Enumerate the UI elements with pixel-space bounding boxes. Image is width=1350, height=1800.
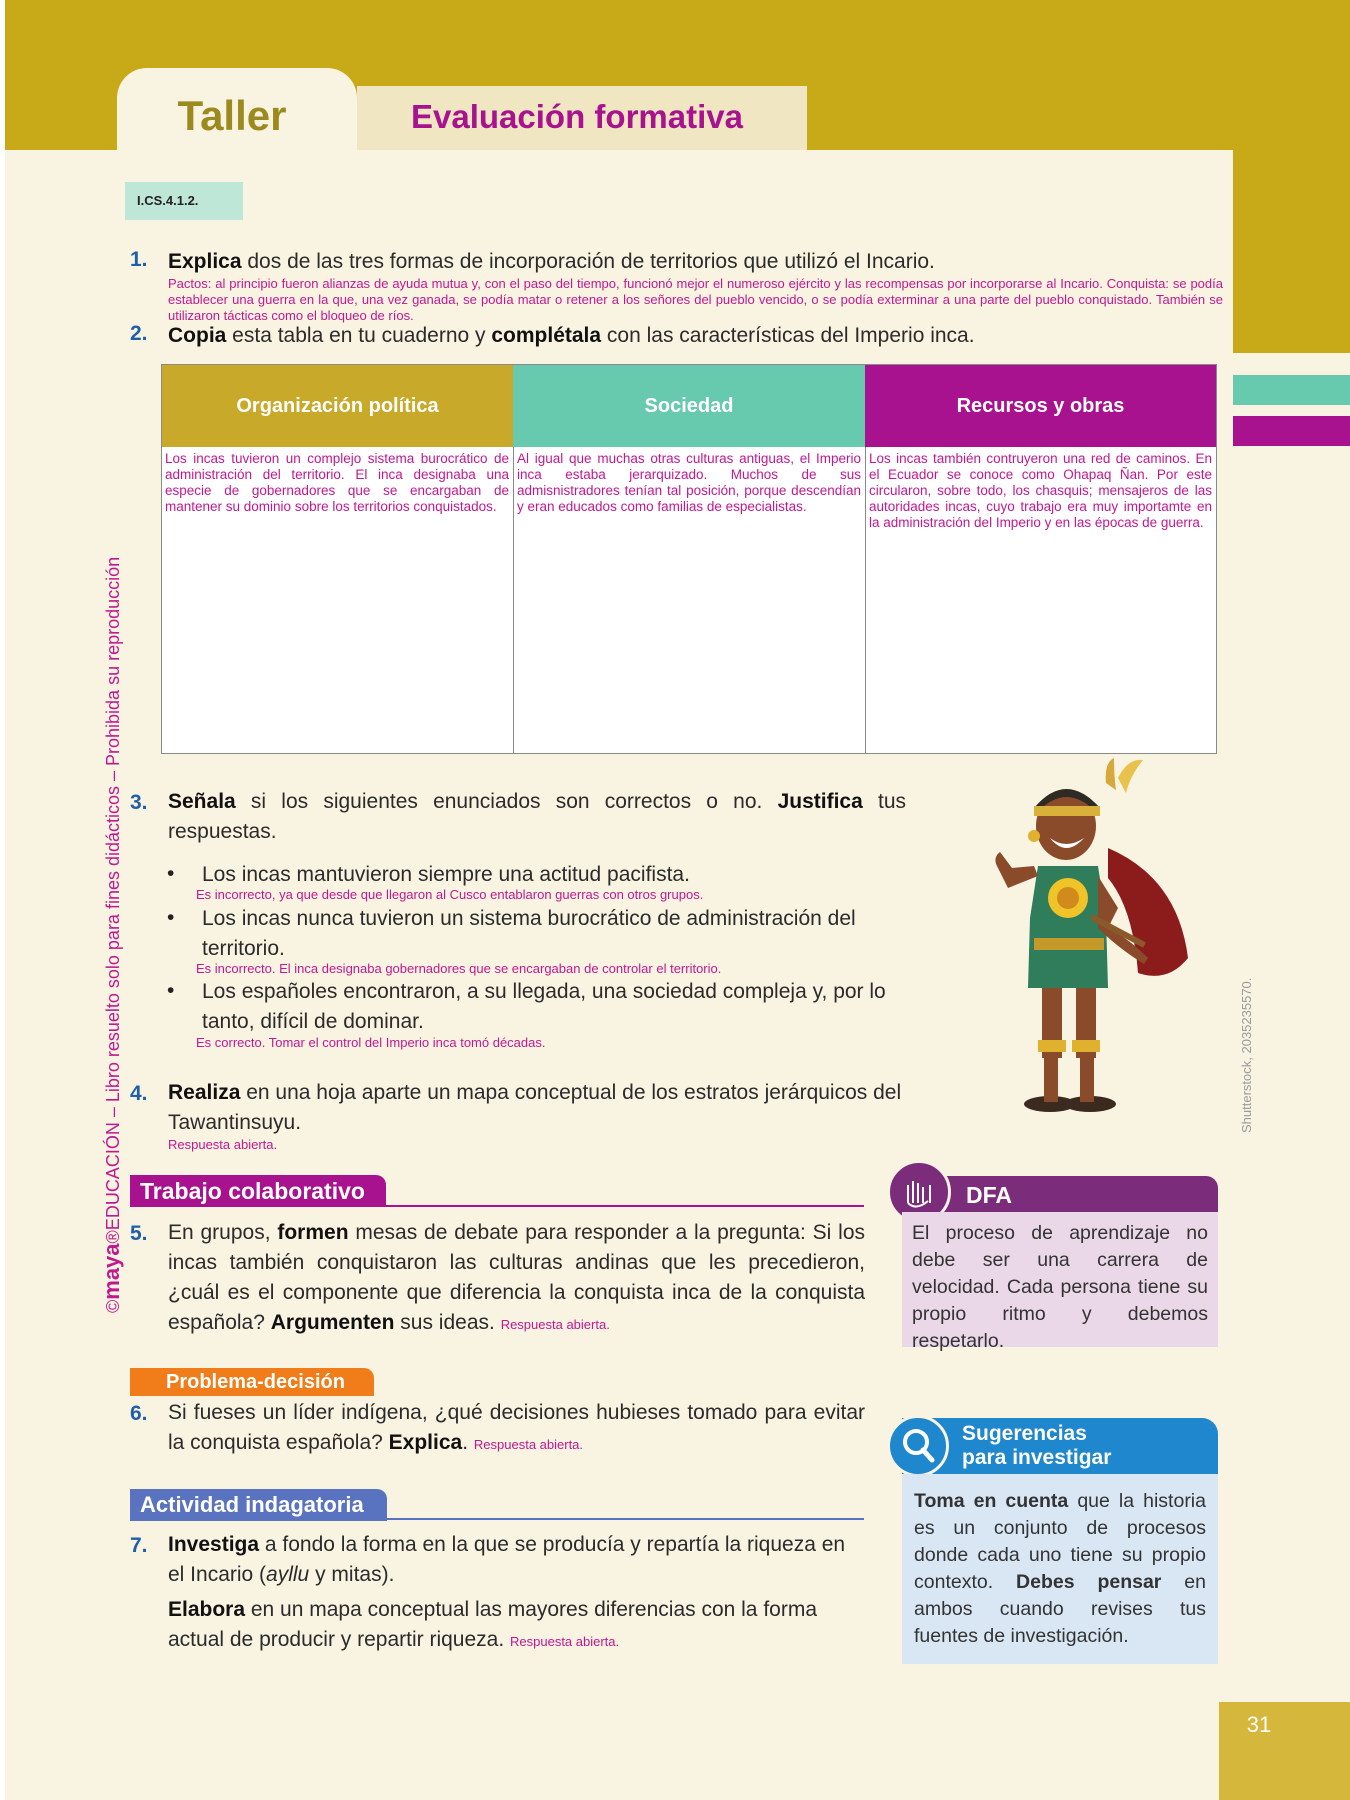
section-divider <box>130 1518 864 1520</box>
question-number: 5. <box>130 1222 148 1245</box>
statement-item: Los incas mantuvieron siempre una actitud pacifista. <box>202 863 690 886</box>
page-number: 31 <box>1246 1712 1272 1737</box>
question-number: 2. <box>130 322 148 345</box>
copyright-symbol: © <box>103 1299 123 1313</box>
question-verb: Copia <box>168 324 227 347</box>
question-verb: Señala <box>168 790 236 813</box>
question-verb: Investiga <box>168 1533 260 1556</box>
statement-answer: Es incorrecto, ya que desde que llegaron al Cusco entablaron guerras con otros grupos. <box>196 887 704 902</box>
answer-text: Respuesta abierta. <box>500 1317 610 1332</box>
question-verb: Elabora <box>168 1598 246 1621</box>
page-subtitle: Evaluación formativa <box>411 98 743 135</box>
question-verb: Explica <box>388 1431 463 1454</box>
inquiry-activity-label: Actividad indagatoria <box>130 1489 387 1521</box>
inca-characteristics-table <box>161 364 1217 754</box>
indicator-code-badge: I.CS.4.1.2. <box>125 182 243 220</box>
table-header: Recursos y obras <box>865 365 1216 447</box>
question-text: en una hoja aparte un mapa conceptual de los estratos jerárquicos del Tawantinsuyu. <box>168 1081 902 1134</box>
table-cell-text: Los incas también contruyeron una red de caminos. En el Ecuador se conoce como Ohapaq Ñan. Por este circularon, sobre todo, los chasquis; mensajeros de las autoridades incas, cuyo trabajo era muy importamte en la administración del Imperio y en las épocas de guerra. <box>869 451 1212 530</box>
question-verb: Explica <box>168 250 242 273</box>
image-credit: Shutterstock, 2035235570. <box>1239 977 1254 1133</box>
table-cell-text: Los incas tuvieron un complejo sistema burocrático de administración del territorio. El inca designaba una especie de gobernadores que se encargaban de mantener su dominio sobre los territorios conquistados. <box>165 451 509 514</box>
question-2 <box>168 322 1223 350</box>
question-text: con las características del Imperio inca. <box>601 324 975 347</box>
table-header: Organización política <box>162 365 513 447</box>
collaborative-work-label: Trabajo colaborativo <box>130 1175 386 1207</box>
bullet-icon: • <box>167 862 175 885</box>
question-number: 4. <box>130 1082 148 1105</box>
answer-text: Pactos: al principio fueron alianzas de ayuda mutua y, con el paso del tiempo, funcionó mejor el numeroso ejército y las recompensas por incorporarse al Incario. Conquista: se podía establecer una guerra en la que, una vez ganada, se podía matar o retener a los señores del pueblo vencido, o se podía exterminar a una parte del pueblo conquistado. También se utilizaron tácticas como el bloqueo de ríos. <box>168 276 1223 323</box>
table-header: Sociedad <box>513 365 865 447</box>
question-4 <box>168 1078 913 1138</box>
table-cell <box>513 447 865 753</box>
question-verb: formen <box>277 1221 349 1244</box>
suggestions-body <box>902 1474 1218 1664</box>
question-text: y mitas). <box>309 1563 395 1586</box>
dfa-title: DFA <box>966 1182 1012 1208</box>
teal-accent-strip <box>1233 375 1350 405</box>
suggestions-title-line: para investigar <box>962 1446 1112 1469</box>
bullet-icon: • <box>167 979 175 1002</box>
statement-item: Los incas nunca tuvieron un sistema burocrático de administración del territorio. <box>202 907 856 960</box>
question-1 <box>168 248 1223 324</box>
section-title: Taller <box>177 92 287 139</box>
question-5 <box>168 1218 865 1338</box>
question-text: sus ideas. <box>394 1311 495 1334</box>
statement-answer: Es incorrecto. El inca designaba gobernadores que se encargaban de controlar el territorio. <box>196 961 722 976</box>
statement-item: Los españoles encontraron, a su llegada, una sociedad compleja y, por lo tanto, difícil de dominar. <box>202 980 886 1033</box>
question-text-italic: ayllu <box>266 1563 310 1586</box>
question-text: . <box>462 1431 469 1454</box>
question-text: dos de las tres formas de incorporación de territorios que utilizó el Incario. <box>241 250 935 273</box>
question-text: tus respuestas. <box>168 790 906 843</box>
answer-text: Respuesta abierta. <box>168 1137 278 1152</box>
suggestion-bold: Debes pensar <box>1016 1571 1162 1593</box>
brand-logo-text: maya <box>99 1243 124 1300</box>
question-text: esta tabla en tu cuaderno y <box>226 324 492 347</box>
question-number: 1. <box>130 248 148 271</box>
question-number: 3. <box>130 791 148 814</box>
dfa-body: El proceso de aprendizaje no debe ser una carrera de velocidad. Cada persona tiene su propio ritmo y debemos respetarlo. <box>902 1212 1218 1347</box>
question-verb: Realiza <box>168 1081 241 1104</box>
decision-problem-label: Problema-decisión <box>130 1368 374 1396</box>
question-6 <box>168 1398 865 1458</box>
table-cell <box>865 447 1216 753</box>
question-verb: Justifica <box>777 790 863 813</box>
bullet-icon: • <box>167 906 175 929</box>
question-7-part-2 <box>168 1595 865 1655</box>
question-verb: complétala <box>491 324 602 347</box>
question-text: a fondo la forma en la que se producía y repartía la riqueza en el Incario ( <box>168 1533 846 1586</box>
copyright-notice: ®EDUCACIÓN – Libro resuelto solo para fines didácticos – Prohibida su reproducción <box>103 556 123 1244</box>
table-cell <box>162 447 513 753</box>
question-text: En grupos, <box>168 1221 278 1244</box>
suggestion-text: que la historia es un conjunto de procesos donde cada uno tiene su propio contexto. <box>914 1490 1206 1593</box>
magnifier-icon <box>887 1415 949 1477</box>
question-3 <box>168 787 906 847</box>
question-number: 7. <box>130 1534 148 1557</box>
statement-answer: Es correcto. Tomar el control del Imperio inca tomó décadas. <box>196 1035 546 1050</box>
question-7 <box>168 1530 865 1590</box>
suggestions-title <box>962 1422 1111 1470</box>
question-verb: Argumenten <box>270 1311 395 1334</box>
question-text: en un mapa conceptual las mayores diferencias con la forma actual de producir y repartir riqueza. <box>168 1598 818 1651</box>
suggestion-text: en ambos cuando revises tus fuentes de investigación. <box>914 1571 1206 1647</box>
table-cell-text: Al igual que muchas otras culturas antiguas, el Imperio inca estaba jerarquizado. Muchos de sus admisnistradores tenían tal posición, porque descendían y eran educados como familias de especialistas. <box>517 451 861 514</box>
question-text: si los siguientes enunciados son correctos o no. <box>235 790 778 813</box>
answer-text: Respuesta abierta. <box>473 1437 584 1452</box>
magenta-accent-strip <box>1233 416 1350 446</box>
right-accent-band <box>1233 150 1350 353</box>
question-text: Si fueses un líder indígena, ¿qué decisiones hubieses tomado para evitar la conquista española? <box>168 1401 865 1454</box>
suggestion-bold: Toma en cuenta <box>914 1490 1069 1512</box>
question-text: mesas de debate para responder a la pregunta: Si los incas también conquistaron las culturas andinas que les precedieron, ¿cuál es el componente que diferencia la conquista inca de la conquista española? <box>168 1221 865 1334</box>
suggestions-title-line: Sugerencias <box>962 1422 1087 1445</box>
copyright-sidebar <box>99 483 125 1313</box>
inca-warrior-illustration <box>968 758 1204 1134</box>
section-divider <box>130 1205 864 1207</box>
question-number: 6. <box>130 1402 148 1425</box>
answer-text: Respuesta abierta. <box>510 1634 620 1649</box>
